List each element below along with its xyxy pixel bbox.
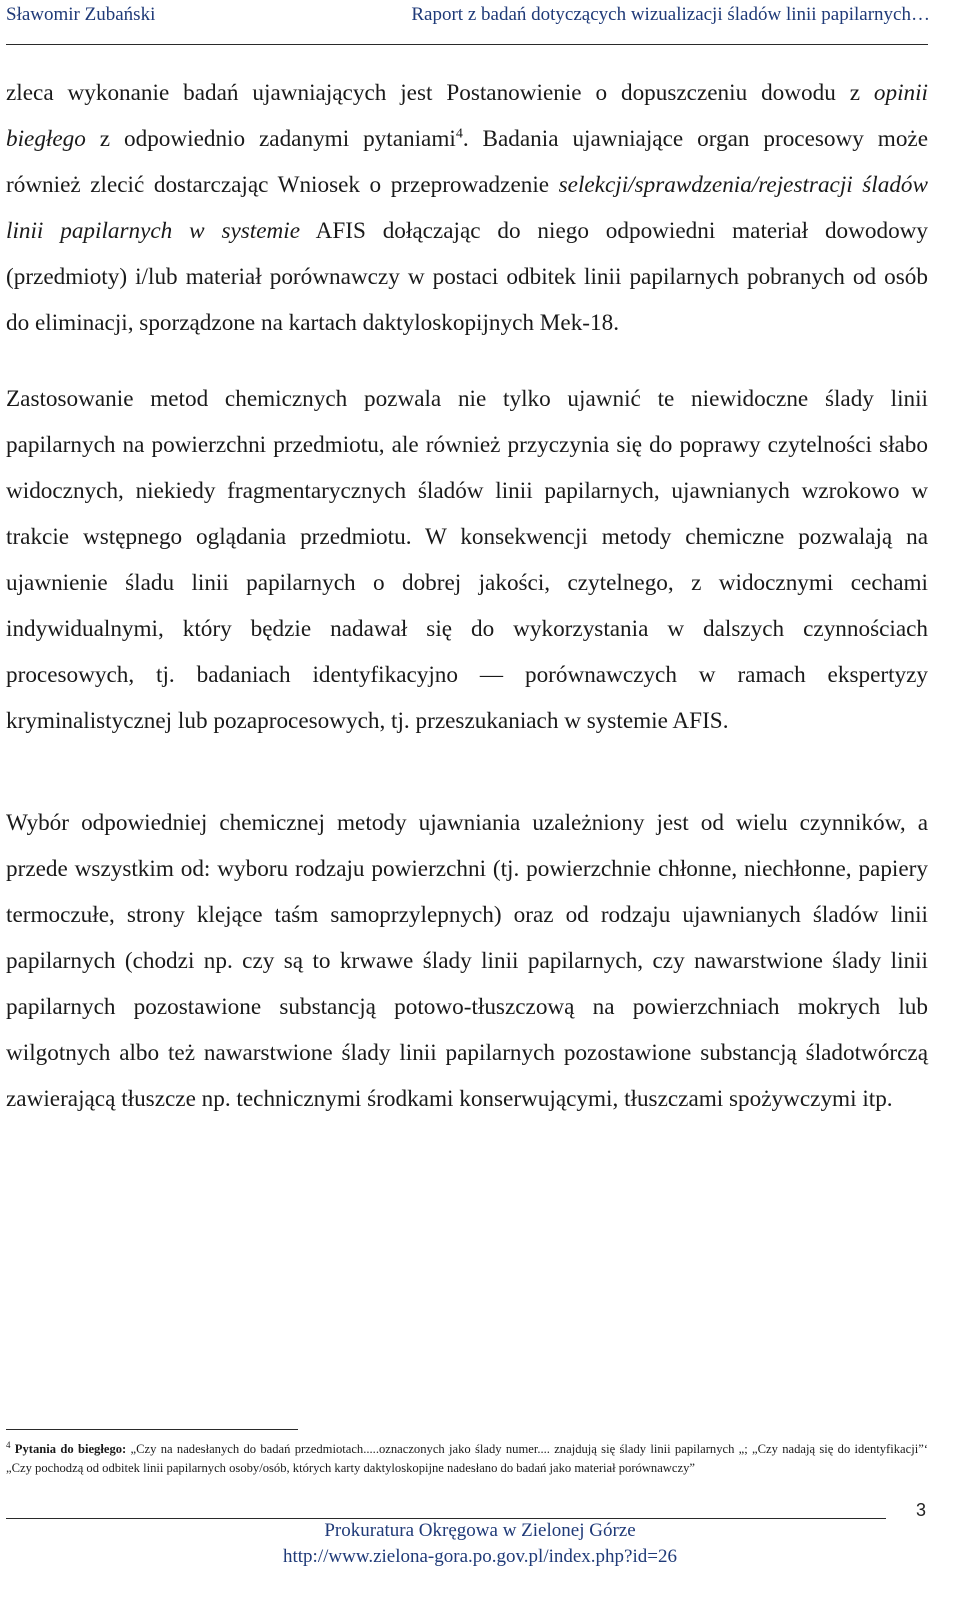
p1-text-2: z odpowiednio zadanymi pytaniami [85,126,456,152]
paragraph-1 [6,70,928,346]
paragraph-3: Wybór odpowiedniej chemicznej metody ujawniania uzależniony jest od wielu czynników, a przede wszystkim od: wyboru rodzaju powierzchni (tj. powierzchnie chłonne, niechłonne, papiery termoczułe, strony klejące taśm samoprzylepnych) oraz od rodzaju ujawnianych śladów linii papilarnych (chodzi np. czy są to krwawe ślady linii papilarnych, czy nawarstwione ślady linii papilarnych pozostawione substancją potowo-tłuszczową na powierzchniach mokrych lub wilgotnych albo też nawarstwione ślady linii papilarnych pozostawione substancją śladotwórczą zawierającą tłuszcze np. technicznymi środkami konserwującymi, tłuszczami spożywczymi itp. [6,810,928,1112]
footnote [6,1440,928,1478]
footnote-label: Pytania do biegłego: [14,1442,127,1456]
header-title: Raport z badań dotyczących wizualizacji śladów linii papilarnych… [411,4,930,25]
footnote-ref[interactable]: 4 [455,126,463,142]
footer-divider [6,1518,886,1519]
p1-text-1: zleca wykonanie badań ujawniających jest Postanowienie o dopuszczeniu dowodu z [6,80,874,106]
footer-office: Prokuratura Okręgowa w Zielonej Górze [324,1520,636,1541]
p1-text-3: . Badania ujawniające organ procesowy może również zlecić dostarczając Wniosek o przeprowadzenie [6,126,928,198]
body-text [6,70,928,1152]
header-divider [6,44,928,45]
footnote-number: 4 [6,1439,11,1450]
page-header [6,4,930,32]
p1-text-4: AFIS dołączając do niego odpowiedni materiał dowodowy (przedmioty) i/lub materiał porównawczy w postaci odbitek linii papilarnych pobranych od osób do eliminacji, sporządzone na kartach daktyloskopijnych Mek-18. [6,218,929,336]
page-number: 3 [915,1500,926,1520]
paragraph-2: Zastosowanie metod chemicznych pozwala nie tylko ujawnić te niewidoczne ślady linii papilarnych na powierzchni przedmiotu, ale również przyczynia się do poprawy czytelności słabo widocznych, niekiedy fragmentarycznych śladów linii papilarnych, ujawnianych wzrokowo w trakcie wstępnego oglądania przedmiotu. W konsekwencji metody chemiczne pozwalają na ujawnienie śladu linii papilarnych o dobrej jakości, czytelnego, z widocznymi cechami indywidualnymi, który będzie nadawał się do wykorzystania w dalszych czynnościach procesowych, tj. badaniach identyfikacyjno — porównawczych w ramach ekspertyzy kryminalistycznej lub pozaprocesowych, tj. przeszukaniach w systemie AFIS. [6,386,928,734]
p1-italic-2: selekcji/sprawdzenia/rejestracji śladów linii papilarnych w systemie [6,172,928,244]
footer-url-link[interactable]: http://www.zielona-gora.po.gov.pl/index.php?id=26 [283,1546,677,1567]
p1-italic-1: opinii biegłego [6,80,928,152]
footnote-divider [6,1429,298,1430]
header-author: Sławomir Zubański [6,4,156,25]
footnote-text: „Czy na nadesłanych do badań przedmiotach.....oznaczonych jako ślady numer.... znajdują się ślady linii papilarnych „; „Czy nadają się do identyfikacji”‘ „Czy pochodzą od odbitek linii papilarnych osoby/osób, których karty daktyloskopijne nadesłano do badań jako materiał porównawczy” [6,1442,928,1475]
